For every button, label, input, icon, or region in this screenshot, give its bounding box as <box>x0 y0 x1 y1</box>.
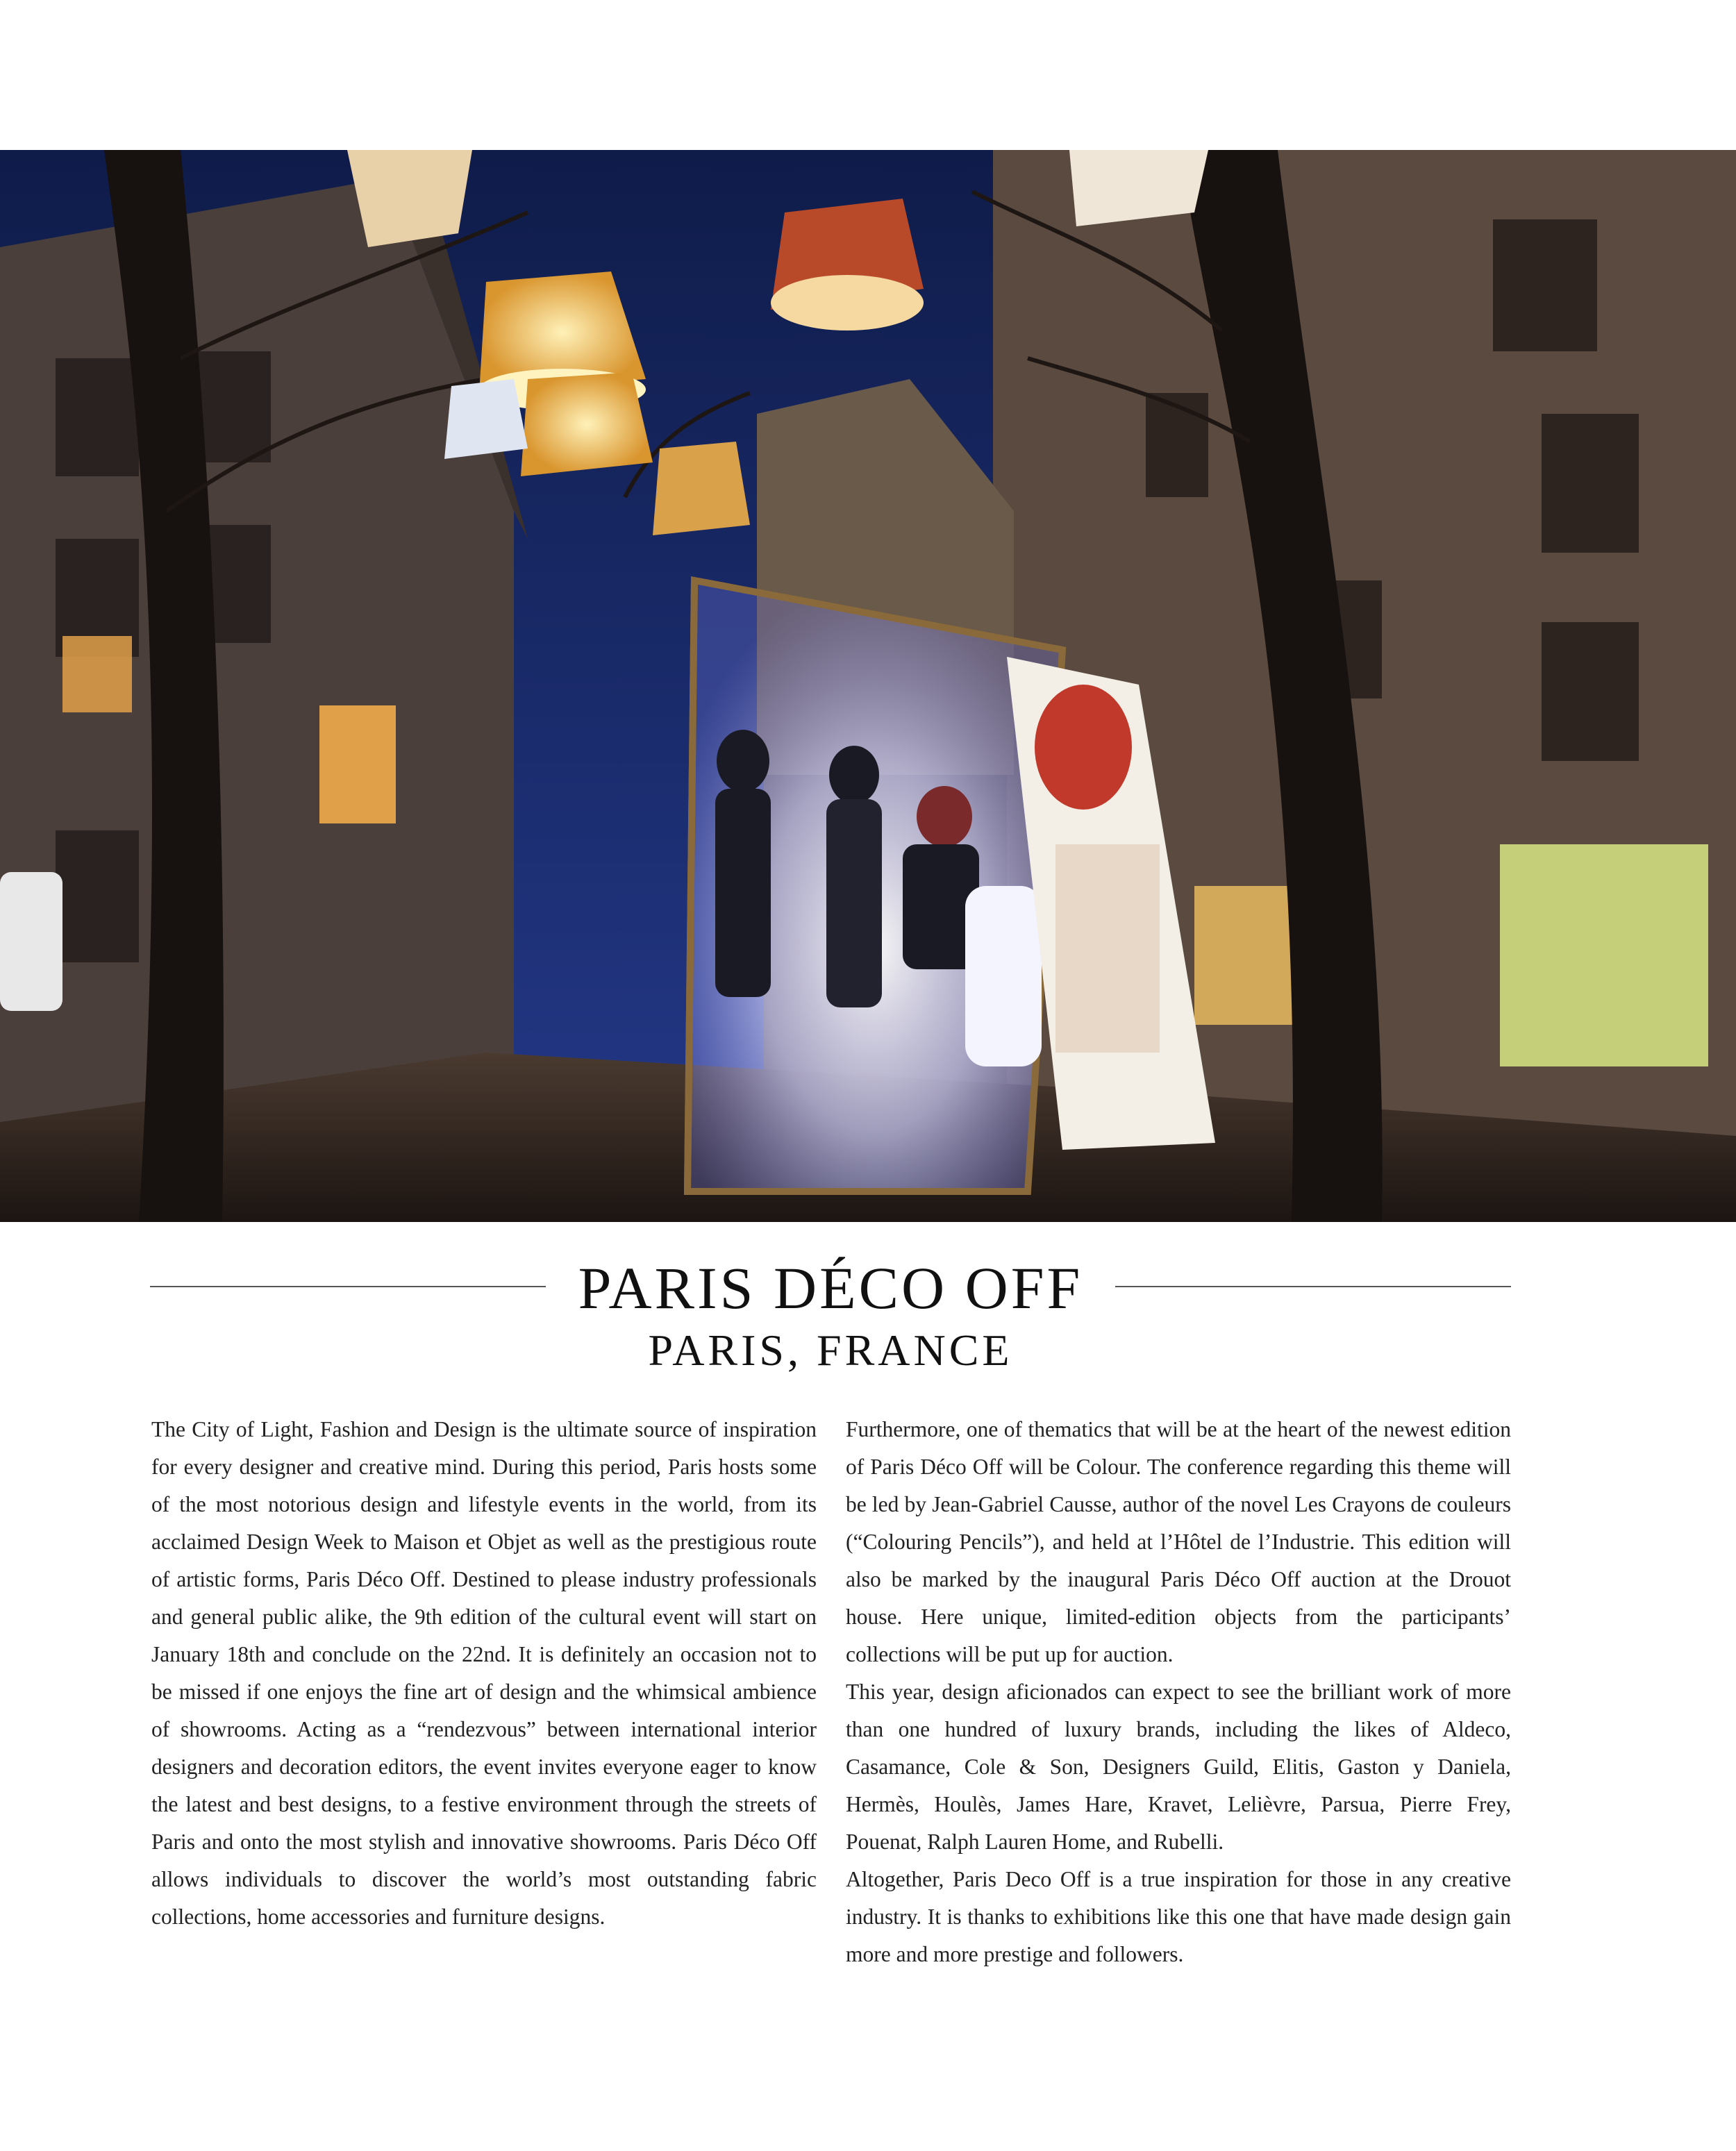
page-subtitle: PARIS, FRANCE <box>648 1325 1013 1375</box>
body-paragraph: Furthermore, one of thematics that will be at the heart of the newest edition of Paris Déco Off will be Colour. The conference regarding this theme will be led by Jean-Gabriel Causse, author of the novel Les Crayons de couleurs (“Colouring Pencils”), and held at l’Hôtel de l’Industrie. This edition will also be marked by the inaugural Paris Déco Off auction at the Drouot house. Here unique, limited-edition objects from the participants’ collections will be put up for auction. <box>846 1417 1511 1666</box>
hero-photo <box>0 150 1736 1222</box>
body-column-right <box>846 1411 1511 1973</box>
body-column-left <box>151 1411 817 1936</box>
title-rule-right <box>1115 1286 1511 1287</box>
street-scene-illustration <box>0 150 1736 1222</box>
page-title: PARIS DÉCO OFF <box>578 1255 1083 1321</box>
body-paragraph: Altogether, Paris Deco Off is a true inspiration for those in any creative industry. It is thanks to exhibitions like this one that have made design gain more and more prestige and followers. <box>846 1867 1511 1966</box>
glass-booth-icon <box>687 580 1062 1191</box>
title-row <box>150 1257 1511 1319</box>
body-paragraph: The City of Light, Fashion and Design is the ultimate source of inspiration for every designer and creative mind. During this period, Paris hosts some of the most notorious design and lifestyle events in the world, from its acclaimed Design Week to Maison et Objet as well as the prestigious route of artistic forms, Paris Déco Off. Destined to please industry professionals and general public alike, the 9th edition of the cultural event will start on January 18th and conclude on the 22nd. It is definitely an occasion not to be missed if one enjoys the fine art of design and the whimsical ambience of showrooms. Acting as a “rendezvous” between international interior designers and decoration editors, the event invites everyone eager to know the latest and best designs, to a festive environment through the streets of Paris and onto the most stylish and innovative showrooms. Paris Déco Off allows individuals to discover the world’s most outstanding fabric collections, home accessories and furniture designs. <box>151 1417 817 1929</box>
body-paragraph: This year, design aficionados can expect to see the brilliant work of more than one hundred of luxury brands, including the likes of Aldeco, Casamance, Cole & Son, Designers Guild, Elitis, Gaston y Daniela, Hermès, Houlès, James Hare, Kravet, Lelièvre, Parsua, Pierre Frey, Pouenat, Ralph Lauren Home, and Rubelli. <box>846 1680 1511 1854</box>
